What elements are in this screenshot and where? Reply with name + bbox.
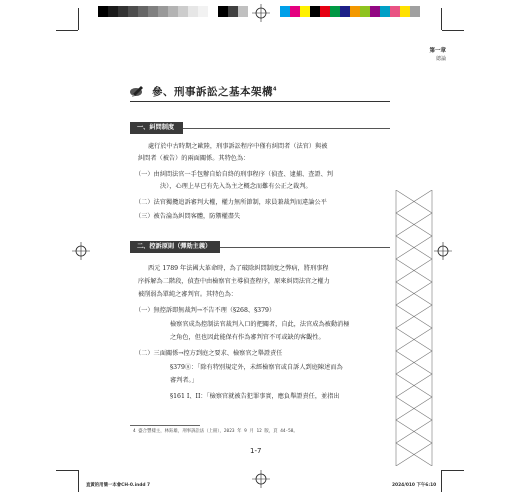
list-item-body: §161 I、II：「檢察官就被告犯罪事實，應負舉證責任，並指出	[170, 393, 340, 400]
color-swatch	[320, 6, 330, 17]
list-item-body: §379⑧：「除有特別規定外，未經檢察官或自訴人到庭陳述而為	[170, 364, 343, 371]
registration-mark-left	[72, 242, 90, 260]
list-item-continuation: 決），心理上早已有先入為主之概念而難有公正之裁判。	[160, 183, 312, 190]
decorative-zigzag	[392, 190, 436, 466]
color-swatch	[198, 6, 208, 17]
section-heading	[130, 122, 390, 134]
color-swatch	[380, 6, 390, 17]
footnote: 4 盛合豐樣主，林鈺雄，刑事訴訟法（上冊），2023 年 9 月 12 版，頁 44-58。	[133, 429, 298, 434]
registration-mark-right	[434, 242, 452, 260]
slug-timestamp: 2024/010 下午6:10	[392, 483, 437, 488]
color-swatch	[310, 6, 320, 17]
crop-mark	[78, 470, 79, 492]
page-number: 1-7	[250, 447, 262, 455]
color-swatch	[138, 6, 148, 17]
color-swatch	[340, 6, 350, 17]
color-swatch	[98, 6, 108, 17]
list-item-body: 檢察官成為控制法官裁判入口的把關者，自此，法官成為被動消極	[170, 321, 350, 328]
list-item: （二）法官獨攬追訴審判大權，權力無所節制，球員兼裁判而違論公平	[135, 199, 327, 206]
footnote-rule	[130, 425, 200, 426]
page-title	[152, 84, 277, 99]
section-heading-label: 一、糾問制度	[130, 122, 183, 134]
color-swatch	[148, 6, 158, 17]
list-item: （一）無控訴即無裁判→不告不理（§268、§379）	[135, 307, 276, 314]
pen-icon	[130, 82, 144, 101]
paragraph-line: 序拆解為二階段，偵查中由檢察官主導偵查程序，原來糾問法官之權力	[138, 278, 330, 285]
color-swatch	[330, 6, 340, 17]
color-swatch	[280, 6, 290, 17]
crop-mark	[78, 8, 79, 30]
list-item-body: 之角色，但也因此能保有作為審判官不可或缺的客觀性。	[170, 334, 325, 341]
color-swatch	[188, 6, 198, 17]
crop-mark	[56, 30, 78, 31]
color-swatch	[218, 6, 228, 17]
list-item-body: 審判者。」	[170, 377, 198, 384]
crop-mark	[56, 470, 78, 471]
color-swatch	[290, 6, 300, 17]
slug-filename: 直黃的用簡一本會CH-0.indd 7	[86, 483, 151, 488]
paragraph-line: 西元 1789 年法國大革命時，為了破除糾問制度之弊病，將刑事程	[148, 265, 329, 272]
paragraph-line: 糾問者（被告）的兩面關係。其特色為：	[138, 155, 250, 162]
color-swatch	[350, 6, 360, 17]
title-rule	[130, 101, 390, 102]
list-item: （三）被告淪為糾問客體，防禦權盡失	[135, 213, 241, 220]
section-heading-label: 二、控訴原則（彈劾主義）	[130, 241, 220, 253]
chapter-subtitle: 總論	[435, 56, 446, 62]
crop-mark	[442, 30, 464, 31]
color-swatch	[360, 6, 370, 17]
color-swatch	[168, 6, 178, 17]
crop-mark	[441, 8, 442, 30]
color-swatch	[410, 6, 420, 17]
section-heading-rule	[183, 128, 390, 129]
title-text: 參、刑事訴訟之基本架構	[152, 86, 273, 98]
color-swatch	[178, 6, 188, 17]
color-swatch	[238, 6, 248, 17]
title-footnote-ref: 4	[273, 86, 277, 93]
chapter-label: 第一章	[429, 48, 446, 54]
color-swatch	[208, 6, 218, 17]
color-swatch	[128, 6, 138, 17]
color-swatch	[118, 6, 128, 17]
section-heading-rule	[220, 247, 390, 248]
registration-mark-bottom	[252, 470, 270, 488]
paragraph-line: 被削弱為單純之審判官。其特色為：	[138, 291, 237, 298]
color-swatch	[158, 6, 168, 17]
color-swatch	[300, 6, 310, 17]
color-swatch	[108, 6, 118, 17]
list-item: （一）由糾問法官一手包辦自始自終的刑事程序（偵查、逮捕、查證、判	[135, 171, 333, 178]
color-swatch	[400, 6, 410, 17]
color-swatch	[228, 6, 238, 17]
list-item: （二）三面關係→控方到庭之要求、檢察官之舉證責任	[135, 350, 283, 357]
color-swatch	[390, 6, 400, 17]
paragraph-line: 處行於中古時期之歐陸，刑事訴訟程序中僅有糾問者（法官）與被	[148, 143, 328, 150]
registration-mark-top	[252, 4, 270, 22]
crop-mark	[442, 470, 464, 471]
process-color-bar	[280, 6, 420, 17]
section-heading	[130, 241, 390, 253]
grayscale-color-bar	[98, 6, 248, 17]
color-swatch	[370, 6, 380, 17]
crop-mark	[441, 470, 442, 492]
section-title	[130, 82, 277, 101]
